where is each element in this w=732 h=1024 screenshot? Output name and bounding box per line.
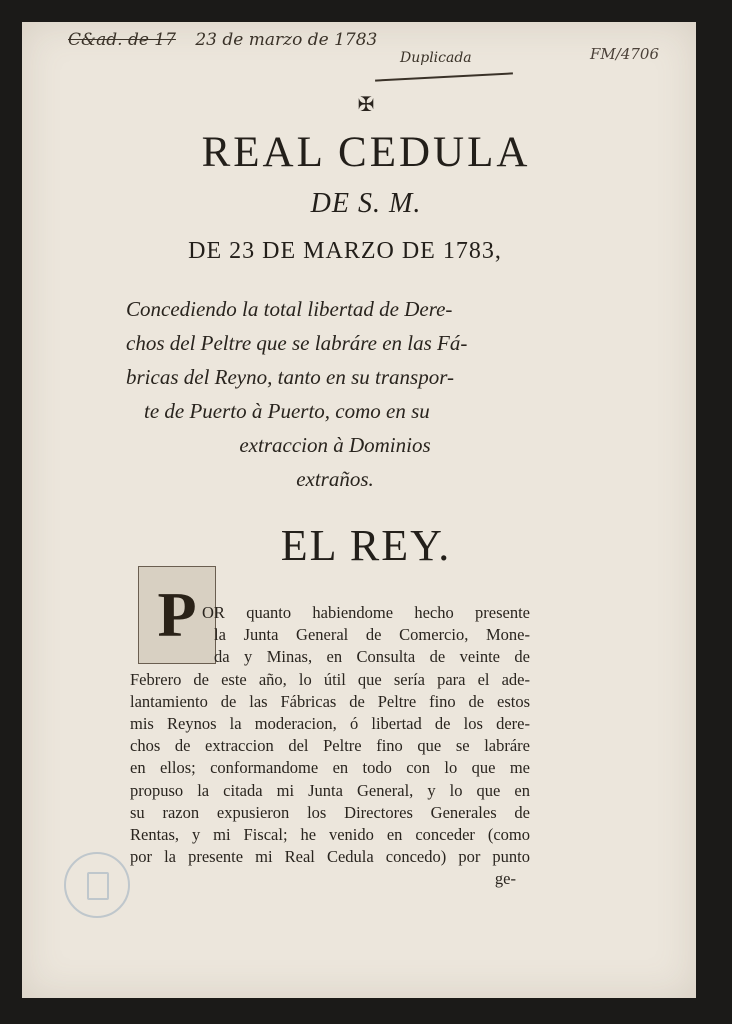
summary-line: Concediendo la total libertad de Dere- <box>126 297 453 321</box>
body-line: la Junta General de Comercio, Mone- <box>214 625 530 645</box>
summary-paragraph <box>126 292 544 496</box>
handwritten-duplicada: Duplicada <box>400 50 472 66</box>
summary-line: bricas del Reyno, tanto en su transpor- <box>126 365 454 389</box>
document-date-heading: DE 23 DE MARZO DE 1783, <box>188 238 502 264</box>
initial-letter: P <box>157 579 197 650</box>
el-rey-heading: EL REY. <box>280 521 452 570</box>
body-line: OR quanto habiendome hecho presente <box>202 603 530 622</box>
summary-line: extraños. <box>296 467 374 491</box>
body-line: mis Reynos la moderacion, ó libertad de los dere- <box>130 714 530 734</box>
body-line: Rentas, y mi Fiscal; he venido en conceder (como <box>130 825 530 845</box>
handwritten-date: 23 de marzo de 1783 <box>195 30 378 50</box>
body-line: propuso la citada mi Junta General, y lo que en <box>130 780 530 800</box>
summary-line: te de Puerto à Puerto, como en su <box>144 399 430 423</box>
struck-note: C&ad. de 17 <box>68 30 176 50</box>
body-line: chos de extraccion del Peltre fino que se labráre <box>130 736 530 756</box>
body-line: Febrero de este año, lo útil que sería para el ade- <box>130 669 530 689</box>
document-subtitle: DE S. M. <box>310 188 422 219</box>
archive-reference: FM/4706 <box>590 45 659 63</box>
summary-line: extraccion à Dominios <box>239 433 431 457</box>
cross-ornament-icon: ✠ <box>357 94 375 116</box>
library-stamp <box>64 852 130 918</box>
body-line: en ellos; conformandome en todo con lo que me <box>130 758 530 778</box>
catchword: ge- <box>494 869 516 889</box>
summary-line: chos del Peltre que se labráre en las Fá- <box>126 331 468 355</box>
body-line: por la presente mi Real Cedula concedo) por punto <box>130 847 530 867</box>
body-line: su razon expusieron los Directores Generales de <box>130 802 530 822</box>
body-text <box>130 602 530 891</box>
document-title: REAL CEDULA <box>201 129 531 176</box>
body-line: da y Minas, en Consulta de veinte de <box>214 647 530 667</box>
body-line: lantamiento de las Fábricas de Peltre fino de estos <box>130 691 530 711</box>
handwritten-date-note <box>68 30 377 50</box>
